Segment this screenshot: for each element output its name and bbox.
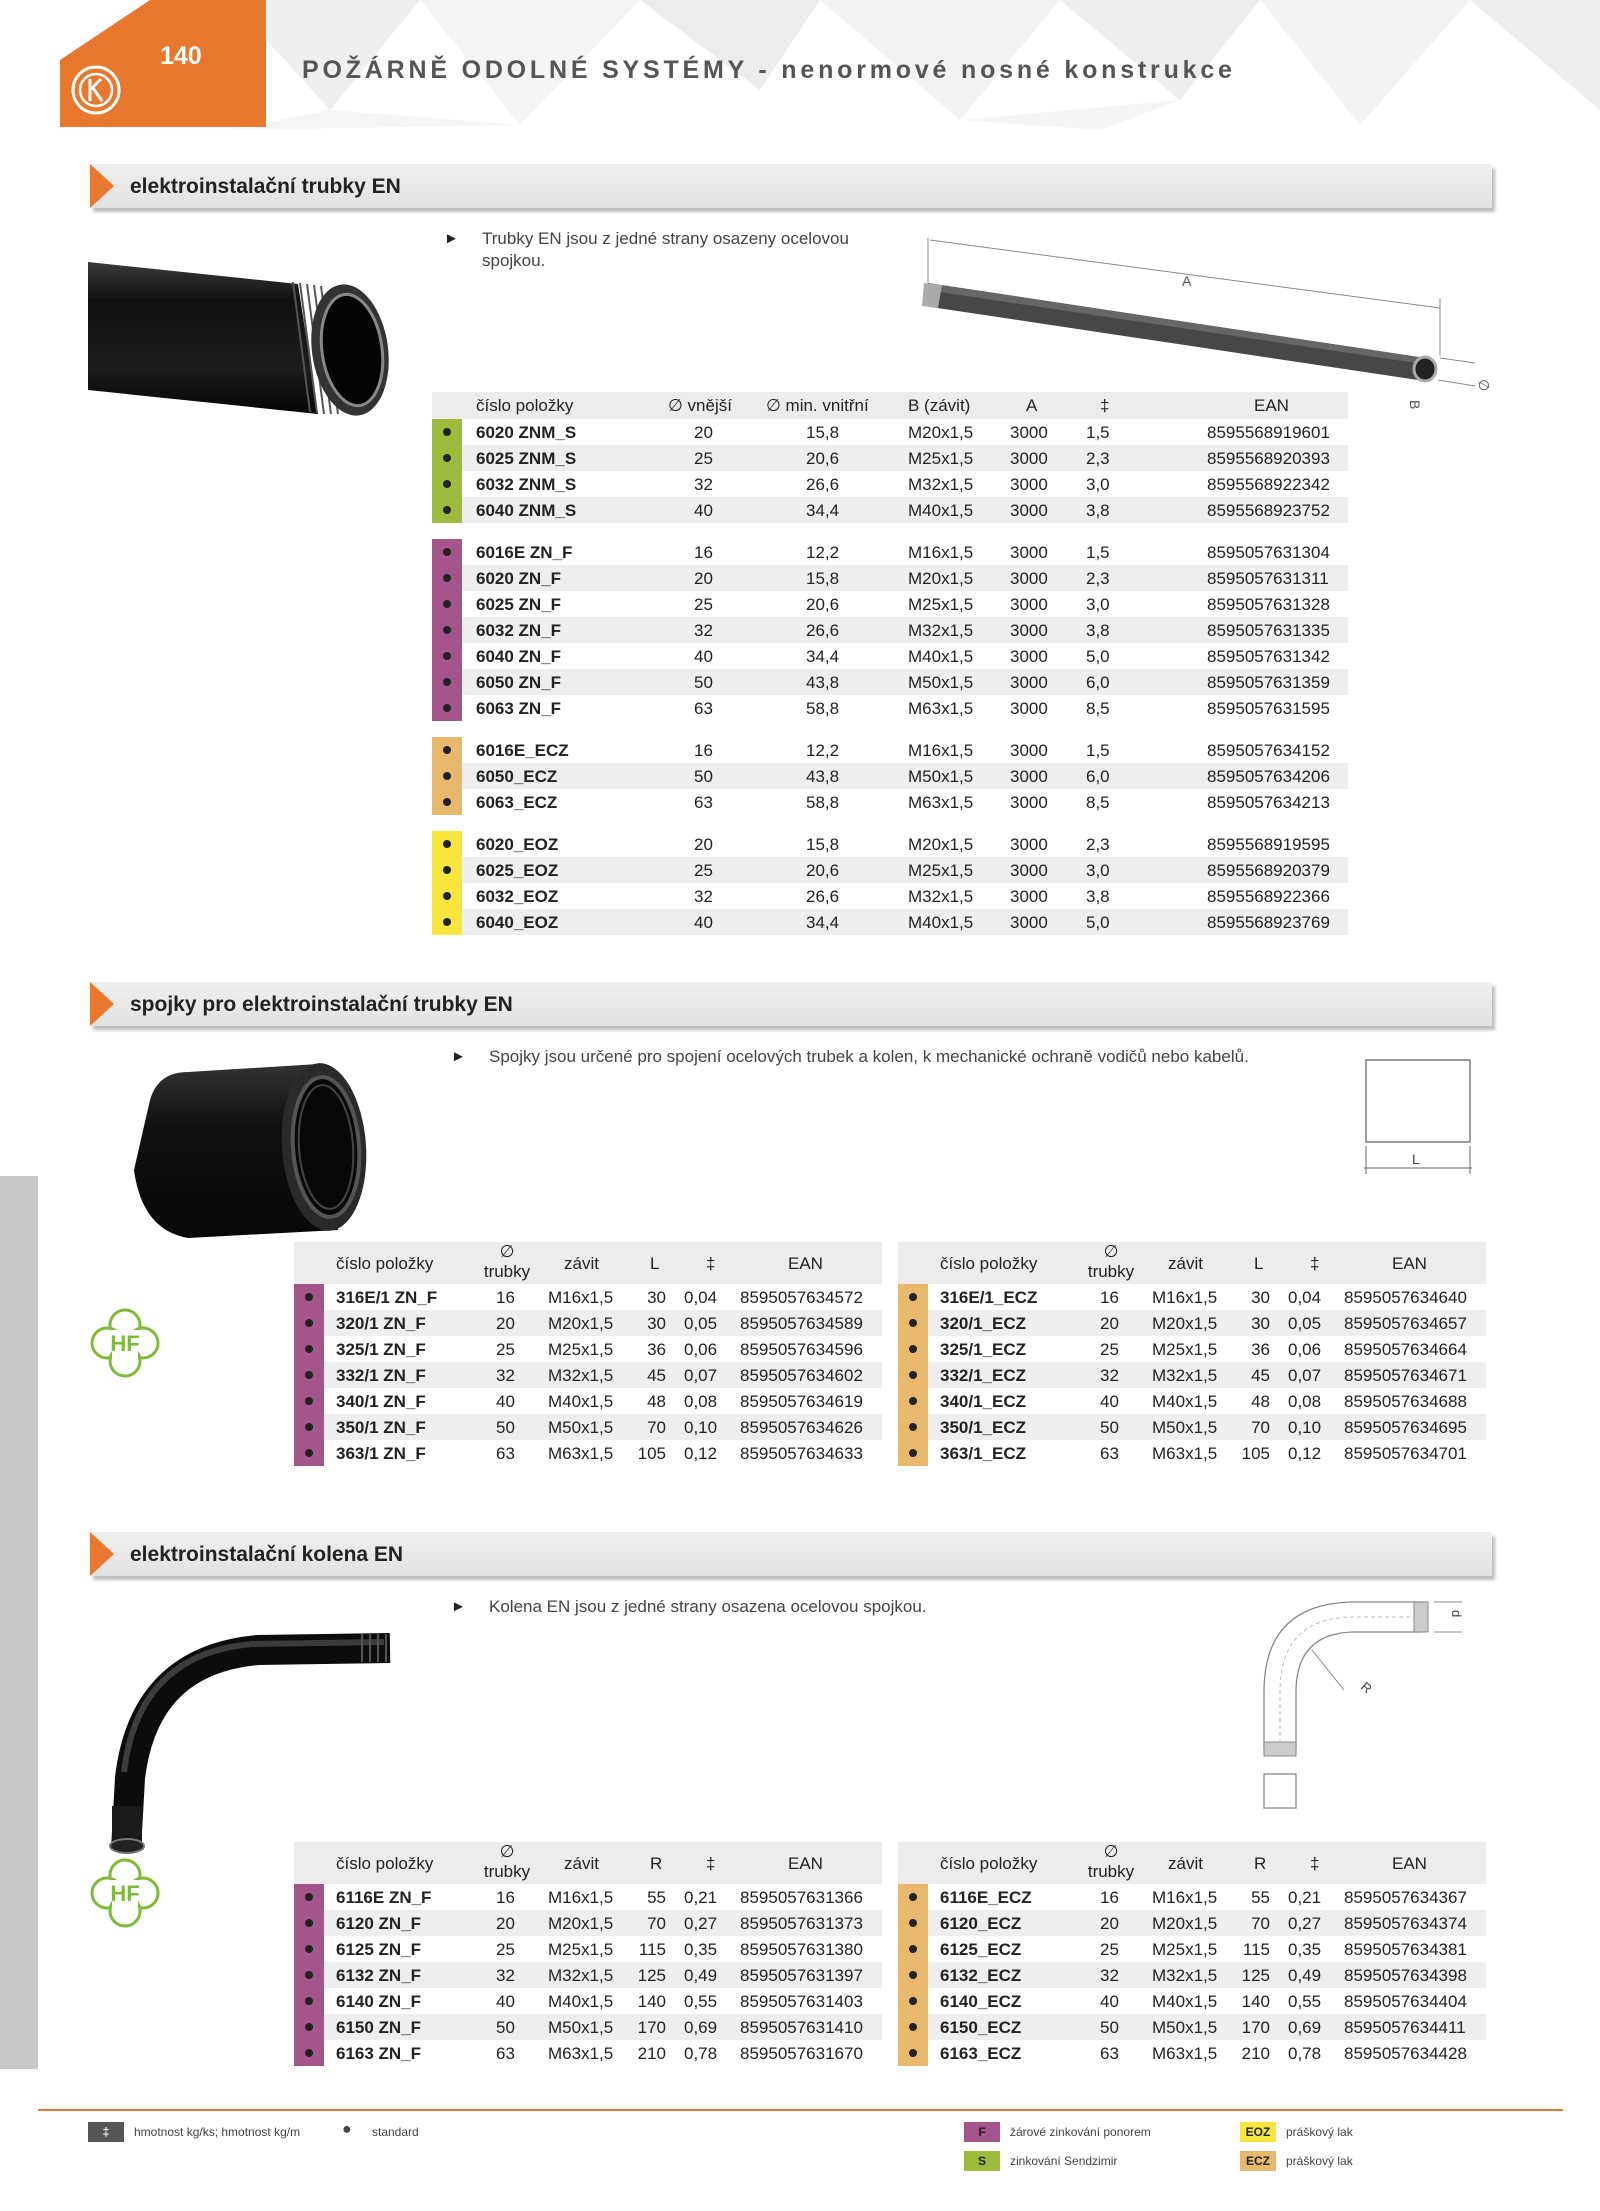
finish-marker bbox=[432, 831, 462, 857]
table-row: 6150 ZN_F 50 M50x1,5 170 0,69 8595057631410 bbox=[294, 2014, 882, 2040]
finish-marker bbox=[432, 857, 462, 883]
weight-icon: ‡ bbox=[88, 2122, 124, 2142]
dim-label-l: L bbox=[1412, 1151, 1420, 1167]
hf-clover-icon bbox=[90, 1308, 160, 1378]
section-header-pipes bbox=[90, 164, 1492, 212]
couplings-table-right bbox=[898, 1242, 1486, 1466]
table-row: 350/1_ECZ 50 M50x1,5 70 0,10 8595057634695 bbox=[898, 1414, 1486, 1440]
dim-label-b: B bbox=[1407, 400, 1423, 410]
svg-text:HF: HF bbox=[110, 1331, 140, 1356]
section-header-couplings bbox=[90, 982, 1492, 1030]
table-row: 6125 ZN_F 25 M25x1,5 115 0,35 8595057631380 bbox=[294, 1936, 882, 1962]
legend-f: žárové zinkování ponorem bbox=[1010, 2125, 1151, 2139]
finish-marker bbox=[432, 789, 462, 815]
elbows-table-right bbox=[898, 1842, 1486, 2066]
table-row: 6020 ZNM_S 20 15,8 M20x1,5 3000 1,5 8595568919601 bbox=[432, 419, 1348, 445]
side-bar bbox=[0, 1176, 38, 2069]
table-row: 6040 ZNM_S 40 34,4 M40x1,5 3000 3,8 8595568923752 bbox=[432, 497, 1348, 523]
finish-marker bbox=[294, 1988, 324, 2014]
table-row: 6020_EOZ 20 15,8 M20x1,5 3000 2,3 8595568919595 bbox=[432, 831, 1348, 857]
dim-label-a: A bbox=[1182, 273, 1192, 289]
finish-marker bbox=[294, 1884, 324, 1910]
table-row: 320/1 ZN_F 20 M20x1,5 30 0,05 8595057634589 bbox=[294, 1310, 882, 1336]
legend-eoz-badge: EOZ bbox=[1240, 2122, 1276, 2142]
table-header: číslo položky ∅ trubky závit R ‡ EAN bbox=[294, 1842, 882, 1884]
finish-marker bbox=[432, 643, 462, 669]
finish-marker bbox=[432, 737, 462, 763]
section-title: elektroinstalační kolena EN bbox=[130, 1543, 404, 1566]
finish-marker bbox=[432, 471, 462, 497]
section-arrow-icon bbox=[90, 164, 114, 208]
table-row: 6032 ZN_F 32 26,6 M32x1,5 3000 3,8 8595057631335 bbox=[432, 617, 1348, 643]
table-row: 6116E ZN_F 16 M16x1,5 55 0,21 8595057631366 bbox=[294, 1884, 882, 1910]
finish-marker bbox=[898, 1962, 928, 1988]
section-arrow-icon bbox=[90, 1532, 114, 1576]
finish-marker bbox=[432, 763, 462, 789]
legend-f-badge: F bbox=[964, 2122, 1000, 2142]
table-header: číslo položky ∅ trubky závit R ‡ EAN bbox=[898, 1842, 1486, 1884]
elbow-photo bbox=[108, 1628, 398, 1858]
hf-clover-icon bbox=[90, 1858, 160, 1928]
finish-marker bbox=[898, 1884, 928, 1910]
svg-text:HF: HF bbox=[110, 1881, 140, 1906]
page-number: 140 bbox=[160, 42, 202, 70]
table-row: 6025_EOZ 25 20,6 M25x1,5 3000 3,0 8595568920379 bbox=[432, 857, 1348, 883]
finish-marker bbox=[898, 1388, 928, 1414]
legend-ecz-badge: ECZ bbox=[1240, 2151, 1276, 2171]
table-row: 6163_ECZ 63 M63x1,5 210 0,78 8595057634428 bbox=[898, 2040, 1486, 2066]
finish-marker bbox=[294, 1388, 324, 1414]
finish-marker bbox=[898, 2014, 928, 2040]
finish-marker bbox=[294, 1284, 324, 1310]
finish-marker bbox=[432, 695, 462, 721]
finish-marker bbox=[294, 1414, 324, 1440]
legend-standard: standard bbox=[372, 2125, 419, 2139]
finish-marker bbox=[294, 1440, 324, 1466]
section-title: elektroinstalační trubky EN bbox=[130, 175, 401, 198]
coupling-dimension-diagram bbox=[1360, 1056, 1480, 1176]
table-row: 6032_EOZ 32 26,6 M32x1,5 3000 3,8 8595568922366 bbox=[432, 883, 1348, 909]
elbows-table-left bbox=[294, 1842, 882, 2066]
finish-marker bbox=[898, 1336, 928, 1362]
legend-s-badge: S bbox=[964, 2151, 1000, 2171]
table-row: 6132 ZN_F 32 M32x1,5 125 0,49 8595057631397 bbox=[294, 1962, 882, 1988]
k-logo-icon bbox=[70, 64, 122, 116]
section-note: ► Kolena EN jsou z jedné strany osazena ocelovou spojkou. bbox=[451, 1597, 927, 1616]
table-row: 6050_ECZ 50 43,8 M50x1,5 3000 6,0 8595057634206 bbox=[432, 763, 1348, 789]
bullet-triangle-icon: ► bbox=[451, 1598, 466, 1615]
finish-marker bbox=[898, 1988, 928, 2014]
table-row: 6016E ZN_F 16 12,2 M16x1,5 3000 1,5 8595057631304 bbox=[432, 539, 1348, 565]
finish-marker bbox=[432, 539, 462, 565]
finish-marker bbox=[898, 1910, 928, 1936]
section-title: spojky pro elektroinstalační trubky EN bbox=[130, 993, 513, 1016]
finish-marker bbox=[432, 617, 462, 643]
table-row: 6025 ZNM_S 25 20,6 M25x1,5 3000 2,3 8595568920393 bbox=[432, 445, 1348, 471]
finish-marker bbox=[898, 1414, 928, 1440]
table-row: 6020 ZN_F 20 15,8 M20x1,5 3000 2,3 8595057631311 bbox=[432, 565, 1348, 591]
finish-marker bbox=[294, 1362, 324, 1388]
table-row: 325/1_ECZ 25 M25x1,5 36 0,06 8595057634664 bbox=[898, 1336, 1486, 1362]
table-row: 6140 ZN_F 40 M40x1,5 140 0,55 8595057631403 bbox=[294, 1988, 882, 2014]
table-row: 363/1 ZN_F 63 M63x1,5 105 0,12 8595057634633 bbox=[294, 1440, 882, 1466]
table-row: 363/1_ECZ 63 M63x1,5 105 0,12 8595057634701 bbox=[898, 1440, 1486, 1466]
table-header: číslo položky ∅ vnější ∅ min. vnitřní B (závit) A ‡ EAN bbox=[432, 392, 1348, 419]
finish-marker bbox=[294, 1936, 324, 1962]
elbow-dimension-diagram bbox=[1252, 1592, 1492, 1822]
table-header: číslo položky ∅ trubky závit L ‡ EAN bbox=[294, 1242, 882, 1284]
finish-marker bbox=[432, 565, 462, 591]
dim-label-d: d bbox=[1449, 1610, 1464, 1618]
table-row: 340/1_ECZ 40 M40x1,5 48 0,08 8595057634688 bbox=[898, 1388, 1486, 1414]
pipes-table bbox=[432, 392, 1348, 935]
coupling-photo bbox=[128, 1060, 388, 1240]
section-arrow-icon bbox=[90, 982, 114, 1026]
table-row: 320/1_ECZ 20 M20x1,5 30 0,05 8595057634657 bbox=[898, 1310, 1486, 1336]
finish-marker bbox=[294, 2014, 324, 2040]
finish-marker bbox=[432, 445, 462, 471]
couplings-table-left bbox=[294, 1242, 882, 1466]
table-row: 350/1 ZN_F 50 M50x1,5 70 0,10 8595057634626 bbox=[294, 1414, 882, 1440]
legend-s: zinkování Sendzimir bbox=[1010, 2154, 1118, 2168]
dim-label-dia: ∅ bbox=[1475, 377, 1493, 393]
finish-marker bbox=[432, 497, 462, 523]
table-row: 325/1 ZN_F 25 M25x1,5 36 0,06 8595057634596 bbox=[294, 1336, 882, 1362]
table-row: 6120 ZN_F 20 M20x1,5 70 0,27 8595057631373 bbox=[294, 1910, 882, 1936]
finish-marker bbox=[898, 1440, 928, 1466]
legend-weight: hmotnost kg/ks; hmotnost kg/m bbox=[134, 2125, 301, 2139]
table-row: 6025 ZN_F 25 20,6 M25x1,5 3000 3,0 8595057631328 bbox=[432, 591, 1348, 617]
finish-marker bbox=[294, 1336, 324, 1362]
legend-ecz: práškový lak bbox=[1286, 2154, 1353, 2168]
table-row: 6150_ECZ 50 M50x1,5 170 0,69 8595057634411 bbox=[898, 2014, 1486, 2040]
table-row: 6050 ZN_F 50 43,8 M50x1,5 3000 6,0 8595057631359 bbox=[432, 669, 1348, 695]
finish-marker bbox=[432, 591, 462, 617]
finish-marker bbox=[432, 669, 462, 695]
finish-marker bbox=[898, 2040, 928, 2066]
legend-bullet-icon: ● bbox=[342, 2121, 352, 2138]
section-header-elbows bbox=[90, 1532, 1492, 1580]
table-row: 6163 ZN_F 63 M63x1,5 210 0,78 8595057631670 bbox=[294, 2040, 882, 2066]
table-row: 6120_ECZ 20 M20x1,5 70 0,27 8595057634374 bbox=[898, 1910, 1486, 1936]
pipe-dimension-diagram bbox=[920, 238, 1500, 418]
finish-marker bbox=[432, 883, 462, 909]
table-row: 316E/1_ECZ 16 M16x1,5 30 0,04 8595057634640 bbox=[898, 1284, 1486, 1310]
footer-line bbox=[38, 2109, 1563, 2111]
finish-marker bbox=[898, 1284, 928, 1310]
finish-marker bbox=[898, 1936, 928, 1962]
table-row: 6063 ZN_F 63 58,8 M63x1,5 3000 8,5 8595057631595 bbox=[432, 695, 1348, 721]
table-header: číslo položky ∅ trubky závit L ‡ EAN bbox=[898, 1242, 1486, 1284]
section-note: ► Spojky jsou určené pro spojení ocelových trubek a kolen, k mechanické ochraně vodičů nebo kabelů. bbox=[451, 1047, 1249, 1066]
table-row: 6125_ECZ 25 M25x1,5 115 0,35 8595057634381 bbox=[898, 1936, 1486, 1962]
table-row: 6040 ZN_F 40 34,4 M40x1,5 3000 5,0 8595057631342 bbox=[432, 643, 1348, 669]
finish-marker bbox=[294, 2040, 324, 2066]
bullet-triangle-icon: ► bbox=[444, 230, 459, 247]
finish-marker bbox=[432, 909, 462, 935]
table-row: 6016E_ECZ 16 12,2 M16x1,5 3000 1,5 8595057634152 bbox=[432, 737, 1348, 763]
table-row: 316E/1 ZN_F 16 M16x1,5 30 0,04 8595057634572 bbox=[294, 1284, 882, 1310]
table-row: 332/1 ZN_F 32 M32x1,5 45 0,07 8595057634602 bbox=[294, 1362, 882, 1388]
finish-marker bbox=[294, 1310, 324, 1336]
page-title: POŽÁRNĚ ODOLNÉ SYSTÉMY - nenormové nosné konstrukce bbox=[302, 56, 1236, 84]
finish-marker bbox=[898, 1310, 928, 1336]
table-row: 6040_EOZ 40 34,4 M40x1,5 3000 5,0 8595568923769 bbox=[432, 909, 1348, 935]
table-row: 6116E_ECZ 16 M16x1,5 55 0,21 8595057634367 bbox=[898, 1884, 1486, 1910]
finish-marker bbox=[432, 419, 462, 445]
finish-marker bbox=[294, 1910, 324, 1936]
finish-marker bbox=[898, 1362, 928, 1388]
legend-eoz: práškový lak bbox=[1286, 2125, 1353, 2139]
table-row: 332/1_ECZ 32 M32x1,5 45 0,07 8595057634671 bbox=[898, 1362, 1486, 1388]
bullet-triangle-icon: ► bbox=[451, 1048, 466, 1065]
table-row: 340/1 ZN_F 40 M40x1,5 48 0,08 8595057634619 bbox=[294, 1388, 882, 1414]
dim-label-r: R bbox=[1358, 1678, 1375, 1697]
pipe-photo bbox=[88, 262, 398, 442]
section-note: ► Trubky EN jsou z jedné strany osazeny ocelovou spojkou. bbox=[444, 229, 849, 270]
table-row: 6140_ECZ 40 M40x1,5 140 0,55 8595057634404 bbox=[898, 1988, 1486, 2014]
table-row: 6063_ECZ 63 58,8 M63x1,5 3000 8,5 8595057634213 bbox=[432, 789, 1348, 815]
table-row: 6032 ZNM_S 32 26,6 M32x1,5 3000 3,0 8595568922342 bbox=[432, 471, 1348, 497]
finish-marker bbox=[294, 1962, 324, 1988]
table-row: 6132_ECZ 32 M32x1,5 125 0,49 8595057634398 bbox=[898, 1962, 1486, 1988]
